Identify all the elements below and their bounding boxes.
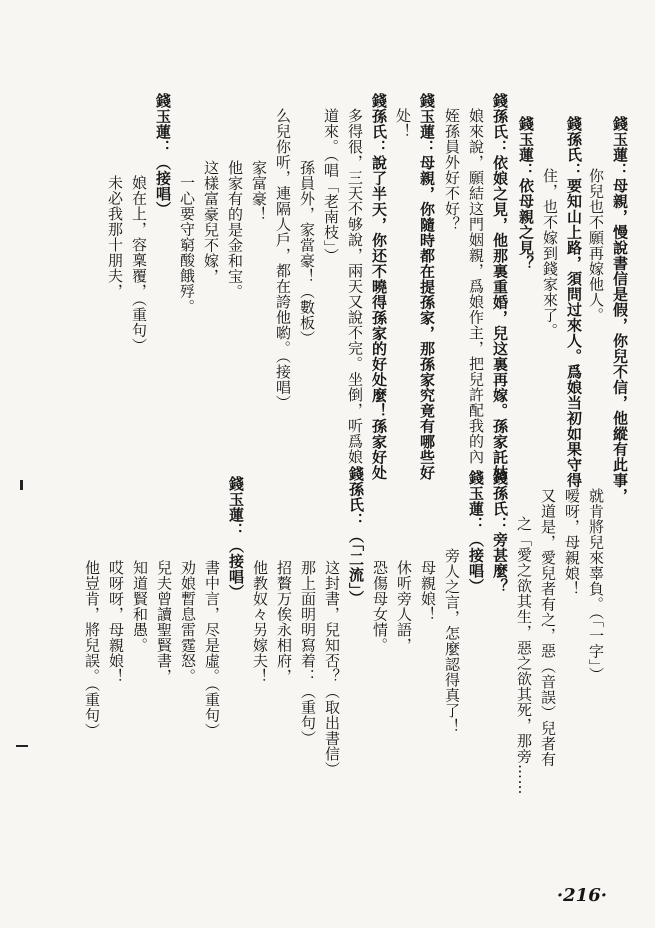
text-column: 錢玉蓮：依母親之見？ [517,116,535,271]
text-column: 嗳呀，母親娘！ [563,488,581,597]
text-column: 錢孫氏：（「二流」） [347,466,365,606]
text-column: 錢玉蓮：（接唱） [154,93,172,217]
text-column: 錢玉蓮：母親，慢說書信是假，你兒不信，他縱有此事， [611,116,629,504]
text-column: 錢孫氏：旁甚麼？ [491,470,509,594]
text-column: 他豈肯，將兒誤。（重句） [83,560,101,739]
text-column: 这封書，兒知否？（取出書信） [323,560,341,777]
text-column: 姪孫員外好不好？ [443,108,461,232]
text-column: 錢孫氏：要知山上路，須問过來人。爲娘当初如果守得 [565,116,583,488]
text-column: 那上面明明寫着：（重句） [299,560,317,746]
text-column: 錢孫氏：依娘之見，他那裏重婚，兒这裏再嫁。孫家託姑 [491,93,509,481]
text-column: 又道是，愛兒者有之，惡（音誤）兒者有 [539,488,557,767]
text-column: 錢孫氏：說了半天，你还不曉得孫家的好处麼！孫家好处 [370,93,388,481]
text-column: 住，也不嫁到錢家來了。 [541,168,559,339]
text-column: 这樣富豪兒不嫁， [202,160,220,284]
text-column: 么兒你听，連隔人戶，都在誇他喲。（接唱） [274,108,292,411]
text-column: 家富豪！ [250,160,268,222]
text-column: 处！ [394,108,412,139]
text-column: 休听旁人語， [395,560,413,653]
text-column: 道來。（唱「老南枝」） [322,108,340,264]
text-column: 恐傷母女情。 [371,560,389,653]
text-column: 錢玉蓮：母親，你隨時都在提孫家，那孫家究竟有哪些好 [418,93,436,481]
text-column: 他教奴々另嫁夫！ [251,560,269,684]
page-number: ·216· [556,885,607,906]
text-column: 多得很，三天不够說，兩天又說不完。坐倒，听爲娘 [346,108,364,465]
text-column: 娘來說，願結这門姻親，爲娘作主，把兒許配我的內 [467,108,485,465]
scan-speck [20,480,23,490]
text-column: 未必我那十朋夫， [106,175,124,299]
text-column: 錢玉蓮：（接唱） [467,470,485,594]
text-column: 書中言，尽是虛。（重句） [203,560,221,739]
text-column: 一心要守窮酸餓殍。 [178,175,196,315]
text-column: 娘在上，容稟覆，（重句） [130,175,148,354]
text-column: 哎呀呀，母親娘！ [107,560,125,684]
text-column: 他家有的是金和宝。 [226,160,244,300]
text-column: 之「愛之欲其生，惡之欲其死，那旁…… [515,516,533,795]
text-column: 兒夫曾讀聖賢書， [155,560,173,684]
text-column: 你兒也不願再嫁他人。 [587,168,605,323]
text-column: 旁人之言，怎麼認得真了！ [443,548,461,734]
text-column: 就肯將兒來辜負。（「一字」） [587,488,605,683]
text-column: 母親娘！ [419,560,437,622]
text-column: 孫員外，家當豪！（數板） [298,160,316,346]
text-column: 劝娘暫息雷霆怒。 [179,560,197,684]
text-column: 知道賢和愚。 [131,560,149,653]
text-column: 錢玉蓮：（接唱） [227,476,245,600]
scan-speck [16,745,28,747]
text-column: 招贅万俟永相府， [275,560,293,684]
